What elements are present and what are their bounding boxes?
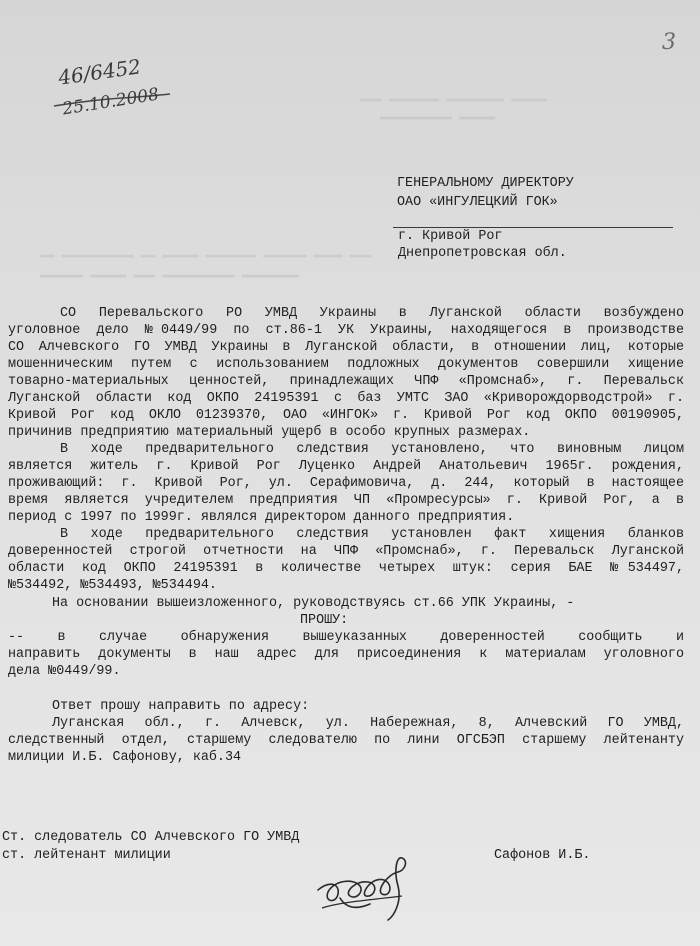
- body-line: уголовное дело №0449/99 по ст.86-1 УК Украины, находящегося в производстве: [8, 323, 684, 338]
- body-line: №534492, №534493, №534494.: [8, 578, 217, 593]
- body-line: В ходе предварительного следствия установлен факт хищения бланков: [60, 527, 684, 542]
- show-through-text: ▬▬▬▬▬▬▬▬▬▬ ▬▬▬▬▬: [380, 110, 496, 124]
- registration-number: 46/6452: [56, 54, 143, 90]
- handwritten-signature: [310, 850, 420, 925]
- addressee-company: ОАО «ИНГУЛЕЦКИЙ ГОК»: [397, 195, 558, 210]
- body-line: Кривой Рог код ОКЛО 01239370, ОАО «ИНГОК» г. Кривой Рог код ОКПО 00190905,: [8, 408, 684, 423]
- body-line: причинив предприятию материальный ущерб в особо крупных размерах.: [8, 425, 531, 440]
- signer-rank: ст. лейтенант милиции: [2, 848, 171, 863]
- addressee-title: ГЕНЕРАЛЬНОМУ ДИРЕКТОРУ: [397, 176, 574, 191]
- reply-line: Луганская обл., г. Алчевск, ул. Набережная, 8, Алчевский ГО УМВД,: [52, 716, 684, 731]
- show-through-text: ▬▬▬ ▬▬▬▬▬▬▬ ▬▬▬▬▬▬▬▬ ▬▬▬▬▬: [360, 92, 548, 106]
- request-line: направить документы в наш адрес для присоединения к материалам уголовного: [8, 647, 684, 662]
- page-number: 3: [662, 30, 676, 55]
- addressee-city: г. Кривой Рог: [398, 229, 503, 244]
- addressee-region: Днепропетровская обл.: [398, 246, 567, 261]
- show-through-text: ▬▬ ▬▬▬▬▬▬▬▬▬▬ ▬▬ ▬▬▬▬▬ ▬▬▬▬▬▬▬ ▬▬▬▬▬▬ ▬▬▬▬ ▬▬▬: [40, 248, 372, 262]
- registration-date: 25.10.2008: [61, 84, 161, 120]
- body-line: СО Алчевского ГО УМВД Украины в Луганской области, в отношении лиц, которые: [8, 340, 684, 355]
- body-line: товарно-материальных ценностей, принадлежащих ЧПФ «Промснаб», г. Перевальск: [8, 374, 684, 389]
- body-line: период с 1997 по 1999г. являлся директором данного предприятия.: [8, 510, 515, 525]
- addressee-divider: [393, 227, 673, 228]
- request-line: -- в случае обнаружения вышеуказанных доверенностей сообщить и: [8, 630, 684, 645]
- body-line: мошенническим путем с использованием подложных документов совершили хищение: [8, 357, 684, 372]
- body-line: области код ОКПО 24195391 в количестве четырех штук: серия БАЕ №534497,: [8, 561, 684, 576]
- signer-name: Сафонов И.Б.: [494, 848, 591, 863]
- signer-position: Ст. следователь СО Алчевского ГО УМВД: [2, 830, 300, 845]
- body-line: СО Перевальского РО УМВД Украины в Луганской области возбуждено: [60, 306, 684, 321]
- body-line: является житель г. Кривой Рог Луценко Андрей Анатольевич 1965г. рождения,: [8, 459, 684, 474]
- basis-line: На основании вышеизложенного, руководствуясь ст.66 УПК Украины, -: [52, 596, 575, 611]
- body-line: Луганской области код ОКПО 24195391 с баз УМТС ЗАО «Криворождорводстрой» г.: [8, 391, 684, 406]
- body-line: доверенностей строгой отчетности на ЧПФ «Промснаб», г. Перевальск Луганской: [8, 544, 684, 559]
- reply-line: милиции И.Б. Сафонову, каб.34: [8, 750, 242, 765]
- request-line: дела №0449/99.: [8, 664, 121, 679]
- body-line: время является учредителем предприятия ЧП «Промресурсы» г. Кривой Рог, а в: [8, 493, 684, 508]
- body-line: проживающий: г. Кривой Рог, ул. Серафимовича, д. 244, который в настоящее: [8, 476, 684, 491]
- body-line: В ходе предварительного следствия установлено, что виновным лицом: [60, 442, 684, 457]
- show-through-text: ▬▬▬▬▬▬ ▬▬▬▬▬ ▬▬▬ ▬▬▬▬▬▬▬▬▬▬ ▬▬▬▬▬▬▬▬: [40, 268, 300, 282]
- reply-line: следственный отдел, старшему следователю по лини ОГСБЭП старшему лейтенанту: [8, 733, 684, 748]
- reply-intro: Ответ прошу направить по адресу:: [52, 699, 310, 714]
- request-heading: ПРОШУ:: [300, 613, 349, 628]
